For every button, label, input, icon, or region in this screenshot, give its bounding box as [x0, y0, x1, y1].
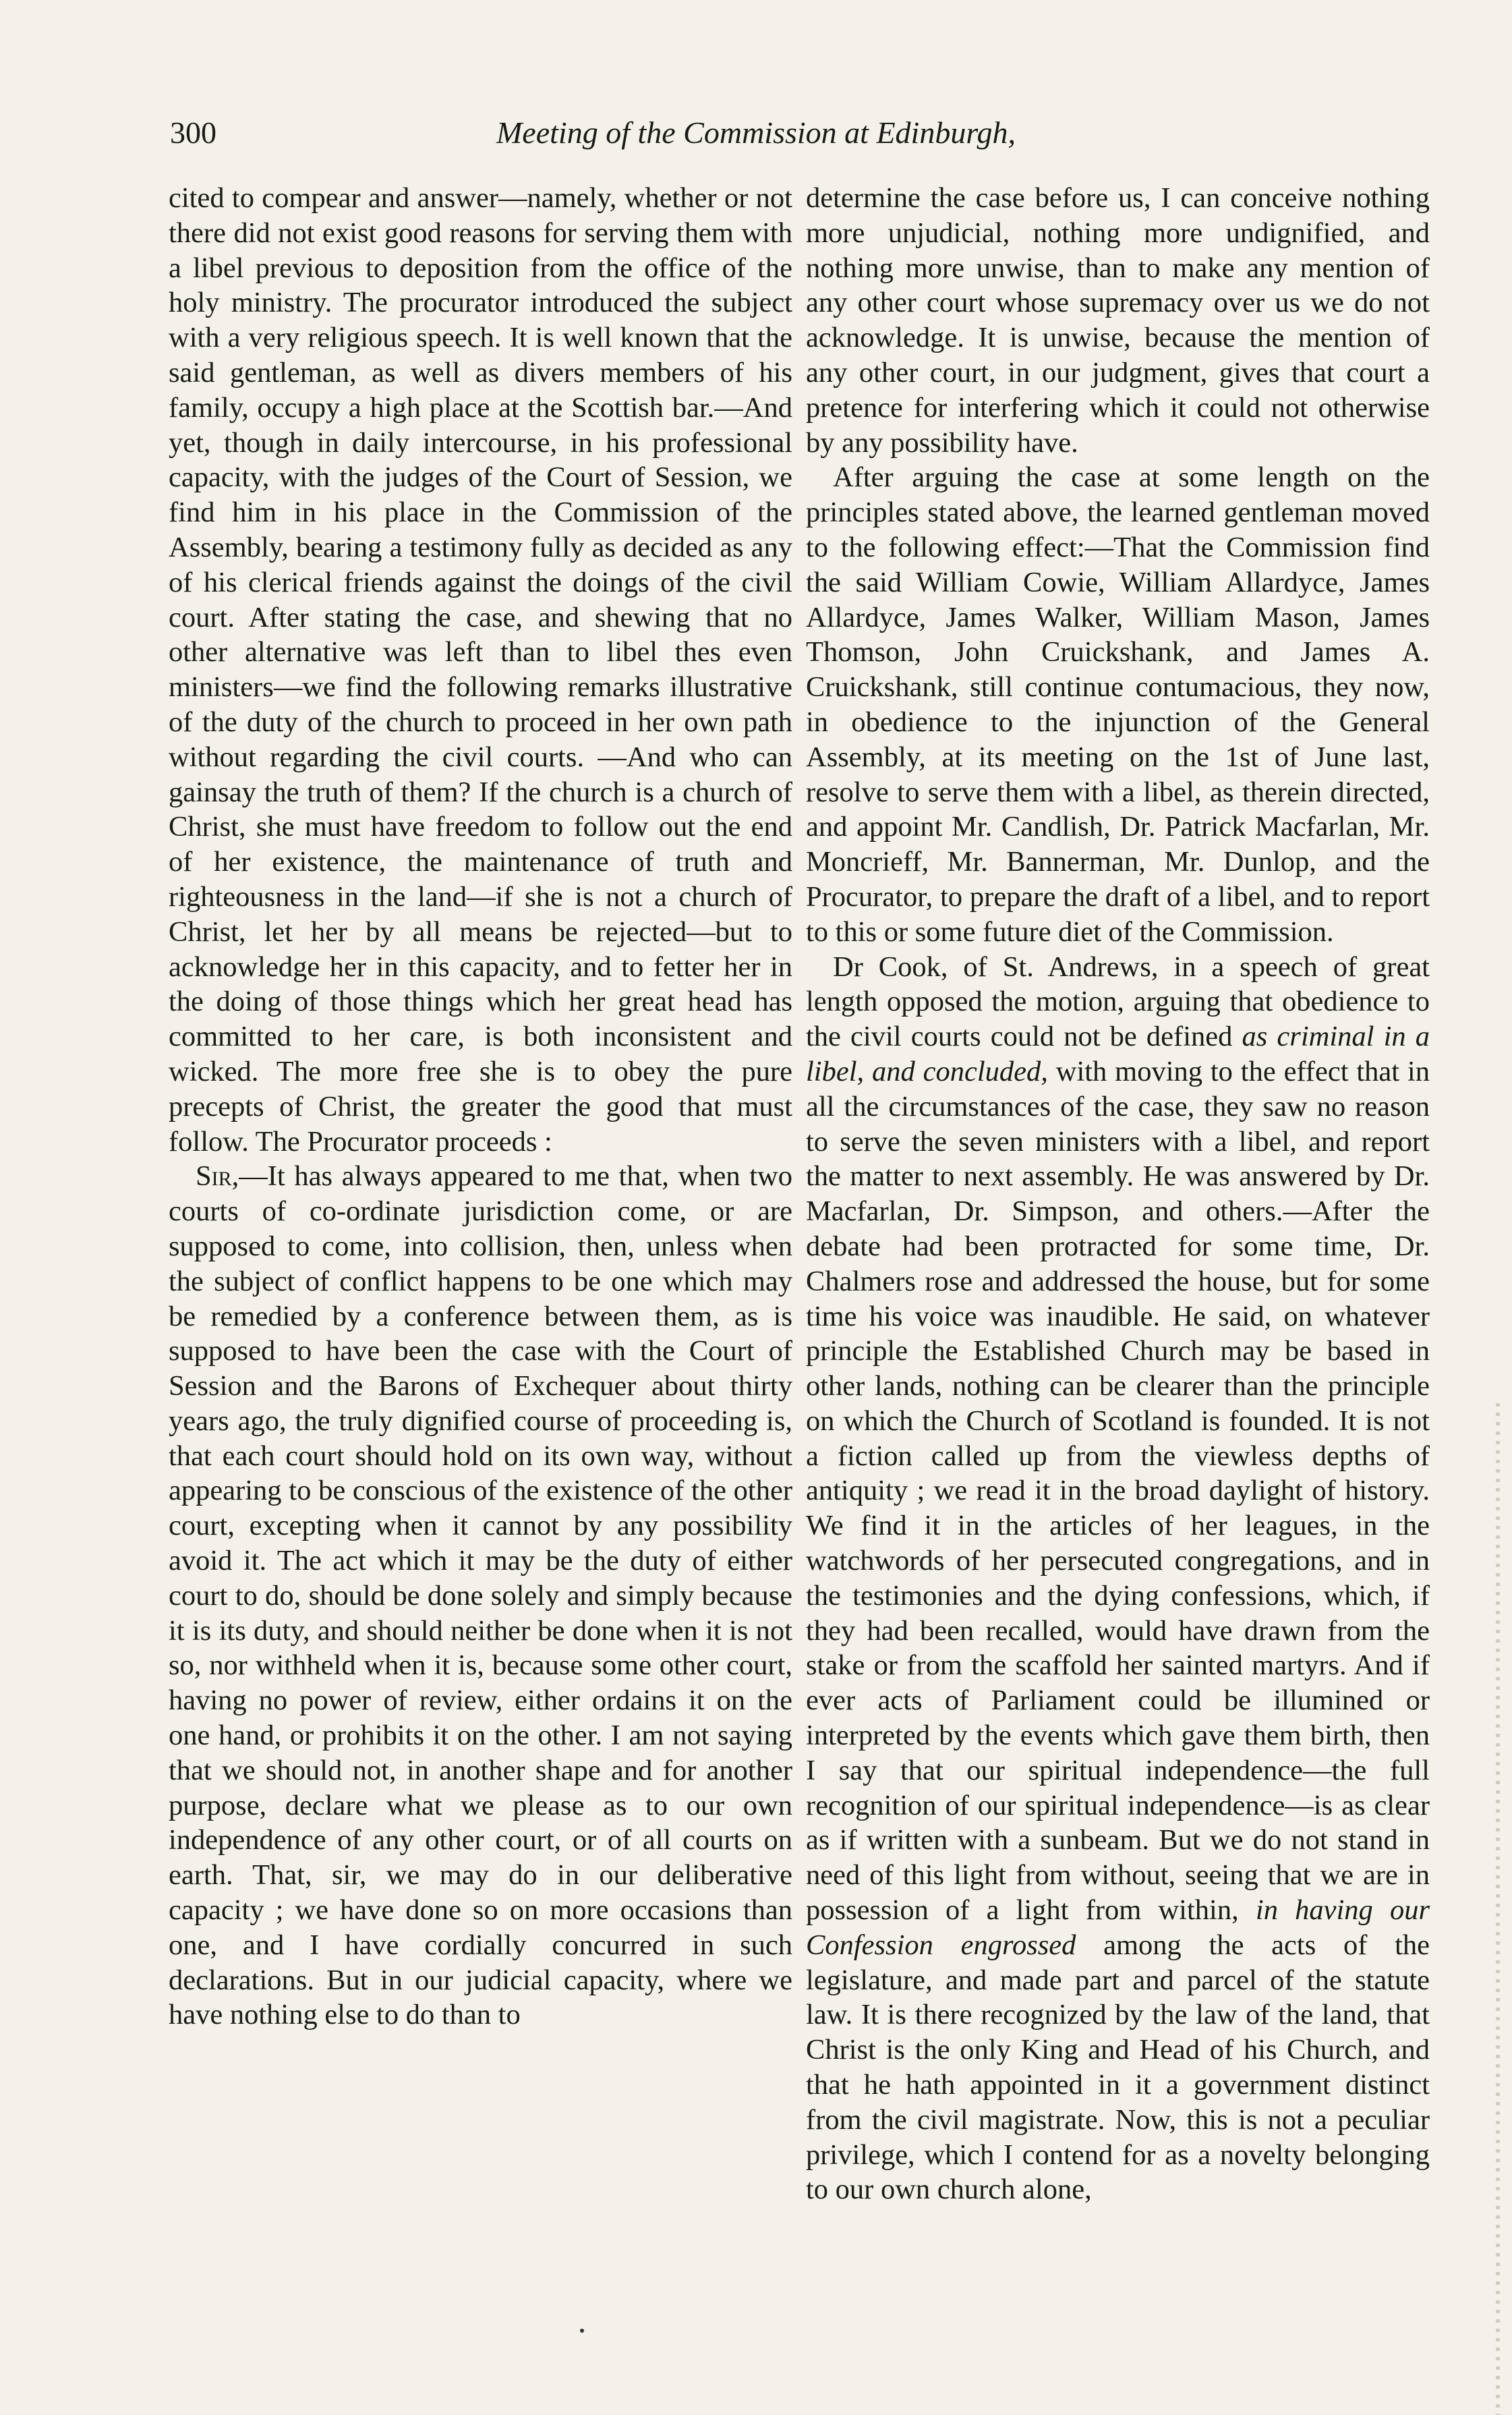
right-paragraph-3-end: among the acts of the legislature, and made part and parcel of the statute law. It is there recognized by the law of the land, that Christ is the only King and Head of his Church, and that he hath appointed in it a government distinct from the civil magistrate. Now, this is not a peculiar privilege, which I contend for as a novelty belonging to our own church alone,	[806, 1929, 1430, 2206]
right-paragraph-3-start: Dr Cook, of St. Andrews, in a speech of great length opposed the motion, arguing that obedience to the civil courts could not be defined	[806, 950, 1430, 1053]
page-number: 300	[170, 115, 216, 150]
page-edge-marks	[1496, 1403, 1500, 2415]
right-paragraph-3	[806, 950, 1430, 2208]
left-column	[169, 181, 792, 2292]
page-header	[0, 115, 1512, 162]
right-paragraph-2: After arguing the case at some length on the principles stated above, the learned gentleman moved to the following effect:—That the Commission find the said William Cowie, William Allardyce, James Allardyce, James Walker, William Mason, James Thomson, John Cruickshank, and James A. Cruickshank, still continue contumacious, they now, in obedience to the injunction of the General Assembly, at its meeting on the 1st of June last, resolve to serve them with a libel, as therein directed, and appoint Mr. Candlish, Dr. Patrick Macfarlan, Mr. Moncrieff, Mr. Bannerman, Mr. Dunlop, and the Procurator, to prepare the draft of a libel, and to report to this or some future diet of the Commission.	[806, 461, 1430, 948]
salutation: Sir,	[196, 1160, 239, 1193]
right-paragraph-3-middle: with moving to the effect that in all the circumstances of the case, they saw no reason to serve the seven ministers with a libel, and report the matter to next assembly. He was answered by Dr. Macfarlan, Dr. Simpson, and others.—After the debate had been protracted for some time, Dr. Chalmers rose and addressed the house, but for some time his voice was inaudible. He said, on whatever principle the Established Church may be based in other lands, nothing can be clearer than the principle on which the Church of Scotland is founded. It is not a fiction called up from the viewless depths of antiquity ; we read it in the broad daylight of history. We find it in the articles of her leagues, in the watchwords of her persecuted congregations, and in the testimonies and the dying confessions, which, if they had been recalled, would have drawn from the stake or from the scaffold her sainted martyrs. And if ever acts of Parliament could be illumined or interpreted by the events which gave them birth, then I say that our spiritual independence—the full recognition of our spiritual independence—is as clear as if written with a sunbeam. But we do not stand in need of this light from without, seeing that we are in possession of a light from within,	[806, 1055, 1430, 1927]
right-paragraph-3-italic: as criminal in a libel, and concluded,	[806, 1021, 1430, 1087]
left-paragraph-1: cited to compear and answer—namely, whether or not there did not exist good reasons for serving them with a libel previous to deposition from the office of the holy ministry. The procurator introduced the subject with a very religious speech. It is well known that the said gentleman, as well as divers members of his family, occupy a high place at the Scottish bar.—And yet, though in daily intercourse, in his professional capacity, with the judges of the Court of Session, we find him in his place in the Commission of the Assembly, bearing a testimony fully as decided as any of his clerical friends against the doings of the civil court. After stating the case, and shewing that no other alternative was left than to libel thes even ministers—we find the following remarks illustrative of the duty of the church to proceed in her own path without regarding the civil courts. —And who can gainsay the truth of them? If the church is a church of Christ, she must have freedom to follow out the end of her existence, the maintenance of truth and righteousness in the land—if she is not a church of Christ, let her by all means be rejected—but to acknowledge her in this capacity, and to fetter her in the doing of those things which her great head has committed to her care, is both inconsistent and wicked. The more free she is to obey the pure precepts of Christ, the greater the good that must follow. The Procurator proceeds :	[169, 182, 792, 1158]
left-paragraph-2	[169, 1159, 792, 2033]
right-paragraph-3-italic-2: in having our Confession engrossed	[806, 1894, 1430, 1961]
running-title: Meeting of the Commission at Edinburgh,	[496, 115, 1016, 150]
right-column	[806, 181, 1430, 2292]
right-paragraph-1: determine the case before us, I can conceive nothing more unjudicial, nothing more undignified, and nothing more unwise, than to make any mention of any other court whose supremacy over us we do not acknowledge. It is unwise, because the mention of any other court, in our judgment, gives that court a pretence for interfering which it could not otherwise by any possibility have.	[806, 182, 1430, 459]
footer-mark	[580, 2329, 584, 2333]
left-paragraph-2-text: —It has always appeared to me that, when two courts of co-ordinate jurisdiction come, or are supposed to come, into collision, then, unless when the subject of conflict happens to be one which may be remedied by a conference between them, as is supposed to have been the case with the Court of Session and the Barons of Exchequer about thirty years ago, the truly dignified course of proceeding is, that each court should hold on its own way, without appearing to be conscious of the existence of the other court, excepting when it cannot by any possibility avoid it. The act which it may be the duty of either court to do, should be done solely and simply because it is its duty, and should neither be done when it is not so, nor withheld when it is, because some other court, having no power of review, either ordains it on the one hand, or prohibits it on the other. I am not saying that we should not, in another shape and for another purpose, declare what we please as to our own independence of any other court, or of all courts on earth. That, sir, we may do in our deliberative capacity ; we have done so on more occasions than one, and I have cordially concurred in such declarations. But in our judicial capacity, where we have nothing else to do than to	[169, 1160, 792, 2031]
